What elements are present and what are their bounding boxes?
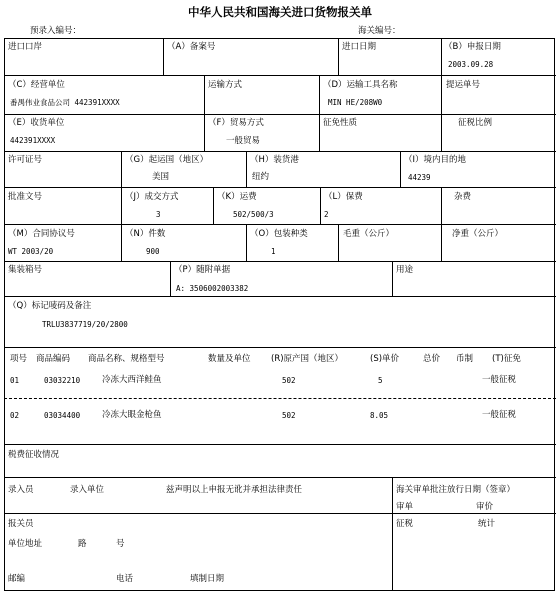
goods-row-1-levy: 一般征税 xyxy=(482,375,517,385)
postcode-label: 邮编 xyxy=(8,574,26,584)
col-divider xyxy=(170,261,171,296)
row-divider xyxy=(4,75,556,76)
col-divider xyxy=(246,224,247,261)
package-type-label: （O）包装种类 xyxy=(250,229,308,239)
col-divider xyxy=(204,75,205,114)
goods-row-1-name: 冷冻大西洋鲑鱼 xyxy=(102,375,162,385)
operator-label: （C）经营单位 xyxy=(8,80,65,90)
goods-header-levy: (T)征免 xyxy=(492,354,521,364)
pieces-value: 900 xyxy=(146,247,160,256)
col-divider xyxy=(320,187,321,224)
goods-header-total: 总价 xyxy=(423,354,441,364)
container-number-label: 集装箱号 xyxy=(8,265,43,275)
tax-ratio-label: 征税比例 xyxy=(458,118,493,128)
col-divider xyxy=(441,38,442,75)
bill-number-label: 提运单号 xyxy=(446,80,481,90)
goods-header-qty-unit: 数量及单位 xyxy=(208,354,251,364)
row-divider xyxy=(4,151,556,152)
fill-date-label: 填制日期 xyxy=(190,574,225,584)
attached-docs-value: A: 3506002003382 xyxy=(176,284,249,293)
unit-address-label: 单位地址 xyxy=(8,539,43,549)
transport-name-label: （D）运输工具名称 xyxy=(323,80,398,90)
approval-number-label: 批准文号 xyxy=(8,192,43,202)
row-divider xyxy=(4,347,556,348)
col-divider xyxy=(121,224,122,261)
declarant-label: 报关员 xyxy=(8,519,34,529)
tax-levy-status-label: 税费征收情况 xyxy=(8,450,60,460)
goods-row-divider xyxy=(4,398,556,399)
col-divider xyxy=(441,75,442,114)
col-divider xyxy=(441,187,442,224)
goods-row-2-levy: 一般征税 xyxy=(482,410,517,420)
entry-person-label: 录入员 xyxy=(8,485,34,495)
goods-row-2-name: 冷冻大眼金枪鱼 xyxy=(102,410,162,420)
marks-label: （Q）标记唛码及备注 xyxy=(8,301,92,311)
pre-entry-number-label: 预录入编号： xyxy=(30,26,82,36)
row-divider xyxy=(4,296,556,297)
col-divider xyxy=(319,114,320,151)
row-divider xyxy=(4,114,556,115)
col-divider xyxy=(441,224,442,261)
trade-mode-value: 一般贸易 xyxy=(226,136,261,146)
phone-label: 电话 xyxy=(116,574,134,584)
pieces-label: （N）件数 xyxy=(125,229,166,239)
goods-header-currency: 币制 xyxy=(456,354,474,364)
goods-row-2-origin: 502 xyxy=(282,411,296,420)
declare-date-label: （B）申报日期 xyxy=(444,42,501,52)
col-divider xyxy=(338,38,339,75)
trade-mode-label: （F）贸易方式 xyxy=(208,118,264,128)
audit-doc-label: 审单 xyxy=(396,502,414,512)
freight-label: （K）运费 xyxy=(217,192,257,202)
page-title: 中华人民共和国海关进口货物报关单 xyxy=(188,5,372,19)
col-divider xyxy=(338,224,339,261)
attached-docs-label: （P）随附单据 xyxy=(174,265,231,275)
tax-levy-label: 征税 xyxy=(396,519,414,529)
misc-fee-label: 杂费 xyxy=(454,192,472,202)
license-number-label: 许可证号 xyxy=(8,155,43,165)
col-divider xyxy=(246,151,247,187)
contract-number-value: WT 2003/20 xyxy=(8,247,54,256)
col-divider xyxy=(392,261,393,296)
destination-label: （I）境内目的地 xyxy=(404,155,467,165)
usage-label: 用途 xyxy=(396,265,414,275)
goods-row-1-origin: 502 xyxy=(282,376,296,385)
net-weight-label: 净重（公斤） xyxy=(452,229,504,239)
origin-country-label: （G）起运国（地区） xyxy=(125,155,209,165)
goods-row-1-unit-price: 5 xyxy=(378,376,383,385)
goods-row-1-item-no: 01 xyxy=(10,376,20,385)
loading-port-value: 纽约 xyxy=(252,172,270,182)
import-date-label: 进口日期 xyxy=(342,42,377,52)
package-type-value: 1 xyxy=(271,247,276,256)
row-divider xyxy=(4,513,556,514)
goods-header-item-no: 项号 xyxy=(10,354,28,364)
col-divider xyxy=(441,114,442,151)
marks-value: TRLU3837719/20/2800 xyxy=(42,320,128,329)
deal-mode-value: 3 xyxy=(156,210,161,219)
col-divider xyxy=(121,151,122,187)
col-divider xyxy=(213,187,214,224)
audit-price-label: 审价 xyxy=(476,502,494,512)
goods-header-code: 商品编码 xyxy=(36,354,71,364)
gross-weight-label: 毛重（公斤） xyxy=(343,229,395,239)
row-divider xyxy=(4,187,556,188)
customs-approval-label: 海关审单批注放行日期（签章） xyxy=(396,485,516,495)
col-divider xyxy=(121,187,122,224)
row-divider xyxy=(4,444,556,445)
goods-row-2-unit-price: 8.05 xyxy=(370,411,389,420)
entry-unit-label: 录入单位 xyxy=(70,485,105,495)
customs-number-label: 海关编号： xyxy=(358,26,401,36)
transport-mode-label: 运输方式 xyxy=(208,80,243,90)
deal-mode-label: （J）成交方式 xyxy=(125,192,179,202)
row-divider xyxy=(4,224,556,225)
contract-number-label: （M）合同协议号 xyxy=(8,229,75,239)
goods-header-origin: (R)原产国（地区） xyxy=(271,354,344,364)
consignee-value: 442391XXXX xyxy=(10,136,56,145)
goods-row-2-code: 03034400 xyxy=(44,411,81,420)
col-divider xyxy=(319,75,320,114)
col-divider xyxy=(400,151,401,187)
col-divider xyxy=(392,477,393,591)
insurance-label: （L）保费 xyxy=(324,192,363,202)
col-divider xyxy=(204,114,205,151)
loading-port-label: （H）装货港 xyxy=(250,155,299,165)
goods-header-name: 商品名称、规格型号 xyxy=(88,354,165,364)
row-divider xyxy=(4,261,556,262)
exemption-nature-label: 征免性质 xyxy=(323,118,358,128)
consignee-label: （E）收货单位 xyxy=(8,118,65,128)
declaration-statement: 兹声明以上申报无讹并承担法律责任 xyxy=(166,485,303,495)
goods-header-unit-price: (S)单价 xyxy=(370,354,400,364)
import-port-label: 进口口岸 xyxy=(8,42,43,52)
origin-country-value: 美国 xyxy=(152,172,170,182)
freight-value: 502/500/3 xyxy=(233,210,274,219)
insurance-value: 2 xyxy=(324,210,329,219)
declare-date-value: 2003.09.28 xyxy=(448,60,494,69)
road-label: 路 xyxy=(78,539,87,549)
statistics-label: 统计 xyxy=(478,519,496,529)
destination-value: 44239 xyxy=(408,173,431,182)
goods-row-2-item-no: 02 xyxy=(10,411,20,420)
goods-row-1-code: 03032210 xyxy=(44,376,81,385)
col-divider xyxy=(163,38,164,75)
operator-value: 番禺伟业食品公司 442391XXXX xyxy=(10,98,120,107)
number-label: 号 xyxy=(116,539,125,549)
record-number-label: （A）备案号 xyxy=(167,42,216,52)
row-divider xyxy=(4,477,556,478)
transport-name-value: MIN HE/208W0 xyxy=(328,98,383,107)
